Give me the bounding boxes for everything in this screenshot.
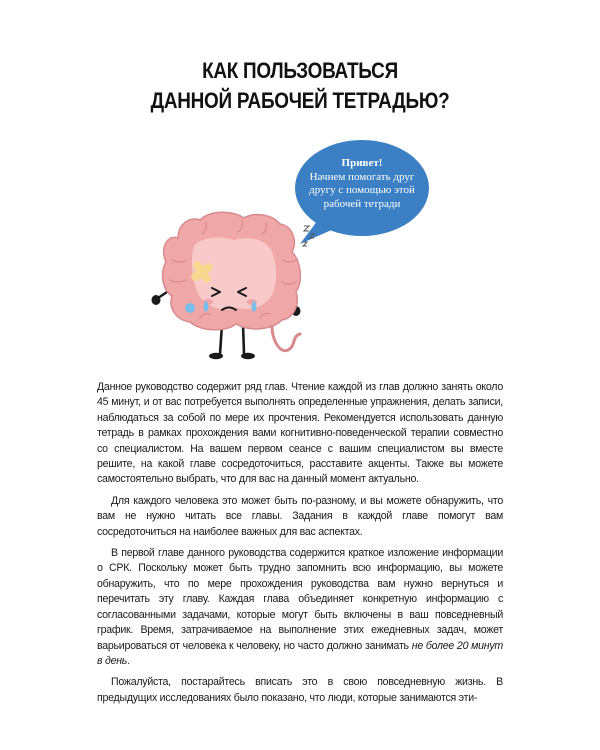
paragraph-1: Данное руководство содержит ряд глав. Чтение каждой из глав должно занять около 45 минут, и от вас потребуется выполнять определенные упражнения, делать записи, наблюдаться за собой по мере их прочтения. Рекомендуется использовать данную тетрадь в рамках прохождения вами когнитивно-поведенческой терапии совместно со специалистом. На вашем первом сеансе с вашим специалистом вы вместе решите, на какой главе сосредоточиться, расставите акценты. Также вы можете самостоятельно выбрать, что для вас на данный момент актуально. — [97, 381, 503, 486]
bubble-greeting: Привет! — [341, 157, 383, 169]
body-text — [97, 380, 503, 712]
paragraph-3 — [97, 546, 503, 669]
paragraph-3-text: В первой главе данного руководства содержится краткое изложение информации о СРК. Поскольку может быть трудно запомнить всю информацию, вы можете обнаружить, что по мере прохождения руководства вам нужно вернуться и перечитать эту главу. Каждая глава объединяет конкретную информацию с согласованными задачами, которые могут быть включены в ваш повседневный график. Время, затрачиваемое на выполнение этих ежедневных задач, может варьироваться от человека к человеку, но часто должно занимать — [97, 547, 503, 652]
page-title — [42, 56, 558, 116]
paragraph-4: Пожалуйста, постарайтесь вписать это в свою повседневную жизнь. В предыдущих исследованиях было показано, что люди, которые занимаются эти- — [97, 676, 503, 704]
paragraph-3-tail: . — [127, 654, 130, 667]
paragraph-3-italic: не более 20 минут в день — [97, 639, 503, 667]
paragraph-2: Для каждого человека это может быть по-разному, и вы можете обнаружить, что вам не нужно читать все главы. Задания в каждой главе помогут вам сосредоточиться на наиболее важных для вас аспектах. — [97, 494, 503, 538]
intestine-body — [163, 212, 301, 350]
bubble-message: Начнем помогать друг другу с помощью этой рабочей тетради — [309, 170, 415, 210]
page-title-line-1: КАК ПОЛЬЗОВАТЬСЯ — [202, 58, 398, 83]
page-title-line-2: ДАННОЙ РАБОЧЕЙ ТЕТРАДЬЮ? — [150, 88, 450, 113]
speech-bubble-text — [303, 157, 421, 211]
